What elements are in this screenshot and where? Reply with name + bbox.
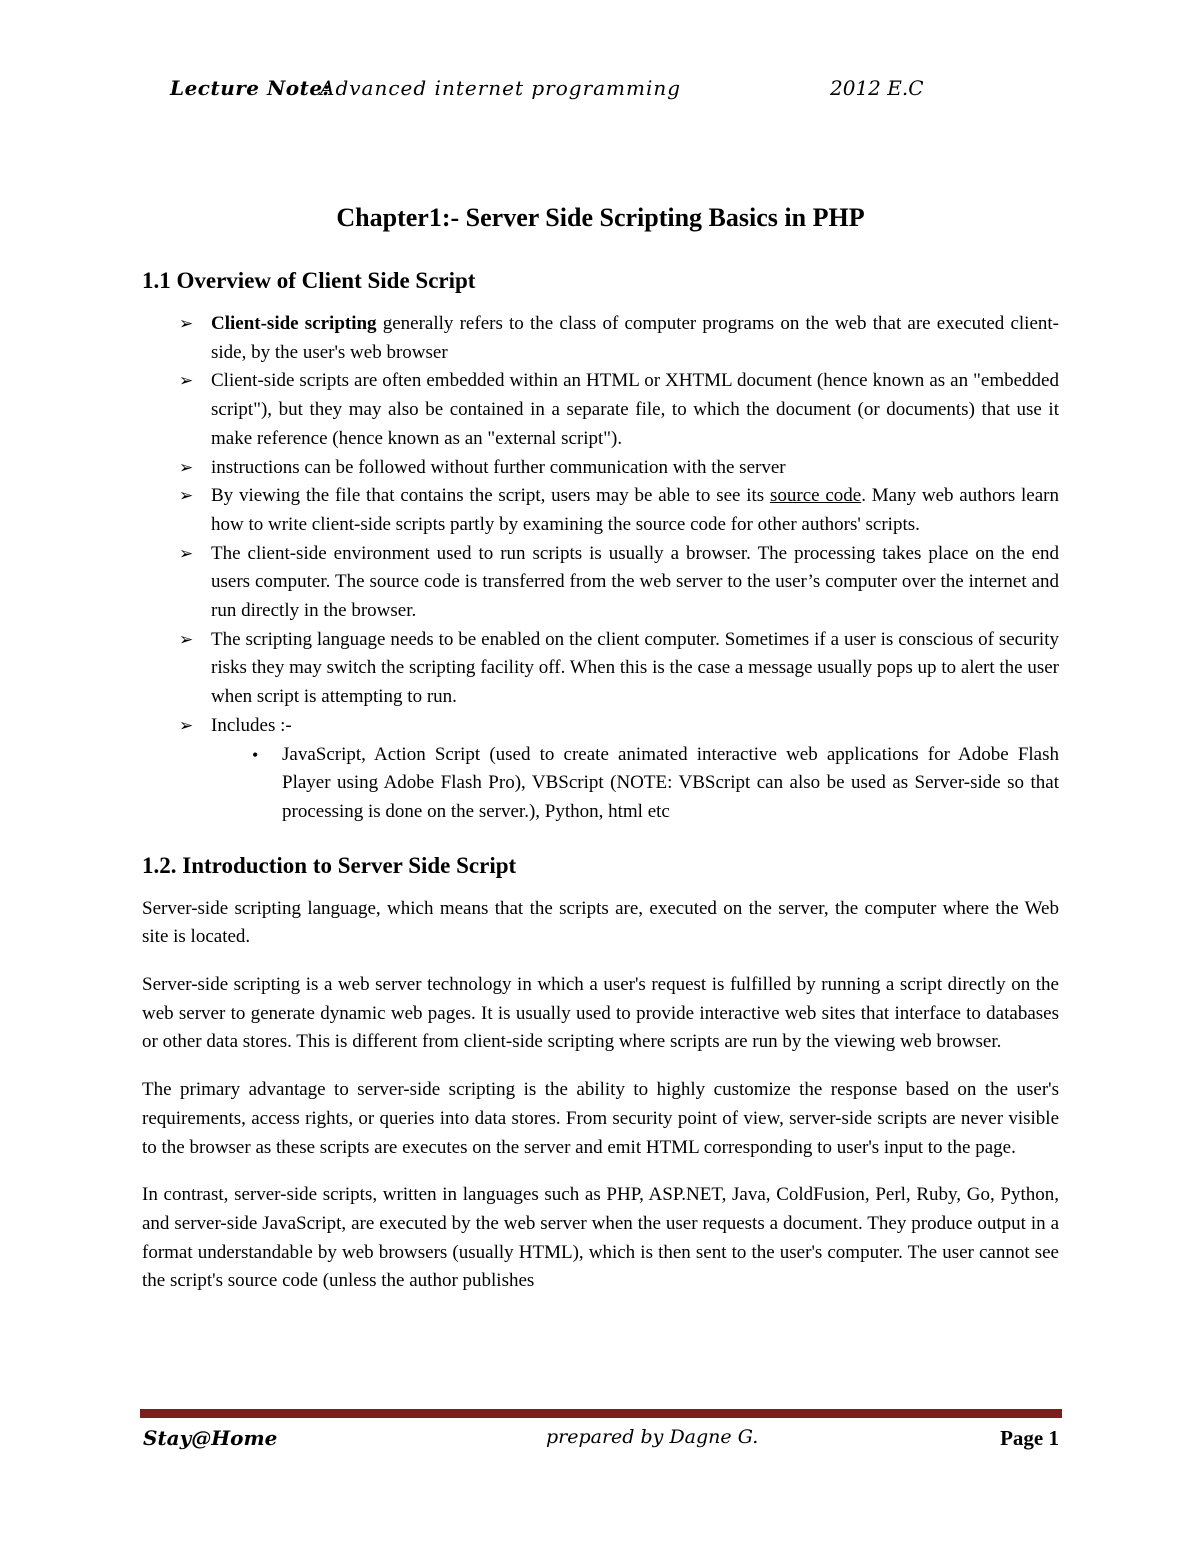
list-item [142,454,1059,483]
paragraph: Server-side scripting is a web server technology in which a user's request is fulfilled by running a script directly on the web server to generate dynamic web pages. It is usually used to provide interactive web sites that interface to databases or other data stores. This is different from client-side scripting where scripts are run by the viewing web browser. [142,974,1059,1053]
sub-list-item [211,741,1059,827]
list-item [142,540,1059,626]
header-label: Lecture Note: [170,76,331,100]
section-client-side [142,264,1059,827]
bullet-text: By viewing the file that contains the script, users may be able to see its [211,485,770,507]
paragraph: Server-side scripting language, which means that the scripts are, executed on the server, the computer where the Web site is located. [142,897,1059,948]
arrow-bullet-icon: ➢ [179,486,194,506]
bullet-text: generally refers to the class of computer programs on the web that are executed client-side, by the user's web browser [211,313,1059,363]
list-item [142,367,1059,453]
chapter-title: Chapter1:- Server Side Scripting Basics in PHP [336,203,865,232]
includes-sub-list [211,741,1059,827]
paragraph: In contrast, server-side scripts, written in languages such as PHP, ASP.NET, Java, ColdFusion, Perl, Ruby, Go, Python, and server-side JavaScript, are executed by the web server when the user requests a document. They produce output in a format understandable by web browsers (usually HTML), which is then sent to the user's computer. The user cannot see the script's source code (unless the author publishes [142,1184,1059,1292]
client-side-bullet-list [142,310,1059,827]
dot-bullet-icon: • [252,744,259,765]
arrow-bullet-icon: ➢ [179,715,194,735]
paragraph: The primary advantage to server-side scripting is the ability to highly customize the response based on the user's requirements, access rights, or queries into data stores. From security point of view, server-side scripts are never visible to the browser as these scripts are executes on the server and emit HTML corresponding to user's input to the page. [142,1079,1059,1158]
list-item [142,626,1059,712]
footer-author: prepared by Dagne G. [546,1426,759,1448]
arrow-bullet-icon: ➢ [179,543,194,563]
bullet-text: The client-side environment used to run scripts is usually a browser. The processing takes place on the end users computer. The source code is transferred from the web server to the user’s computer over the internet and run directly in the browser. [211,542,1059,622]
source-code-link[interactable]: source code [769,485,862,507]
page-header [170,72,930,106]
footer-left-text: Stay@Home [143,1426,278,1450]
page-number: Page 1 [1000,1426,1059,1450]
arrow-bullet-icon: ➢ [179,314,194,333]
page-footer [140,1424,1062,1458]
bullet-text: The scripting language needs to be enabled on the client computer. Sometimes if a user is conscious of security risks they may switch the scripting facility off. When this is the case a message usually pops up to alert the user when script is attempting to run. [211,628,1059,708]
page-content [142,198,1059,1315]
bullet-bold-term: Client-side scripting [211,313,377,334]
section-server-side [142,849,1059,1296]
section-2-title: 1.2. Introduction to Server Side Script [142,852,517,878]
bullet-text: Includes :- [211,714,292,736]
header-course: Advanced internet programming [320,76,682,100]
bullet-text: . Many web authors learn how to write client-side scripts partly by examining the source code for other authors' scripts. [211,485,1059,535]
list-item [142,310,1059,367]
header-year: 2012 E.C [830,76,924,100]
list-item [142,712,1059,827]
arrow-bullet-icon: ➢ [179,457,194,477]
arrow-bullet-icon: ➢ [179,371,194,391]
sub-bullet-text: JavaScript, Action Script (used to create animated interactive web applications for Adobe Flash Player using Adobe Flash Pro), VBScript (NOTE: VBScript can also be used as Server-side so that processing is done on the server.), Python, html etc [282,743,1059,822]
bullet-text: instructions can be followed without further communication with the server [211,456,786,478]
section-1-title: 1.1 Overview of Client Side Script [142,268,476,293]
list-item [142,482,1059,539]
arrow-bullet-icon: ➢ [179,629,194,649]
footer-divider [140,1409,1062,1418]
bullet-text: Client-side scripts are often embedded within an HTML or XHTML document (hence known as an "embedded script"), but they may also be contained in a separate file, to which the document (or documents) that use it make reference (hence known as an "external script"). [211,370,1059,449]
